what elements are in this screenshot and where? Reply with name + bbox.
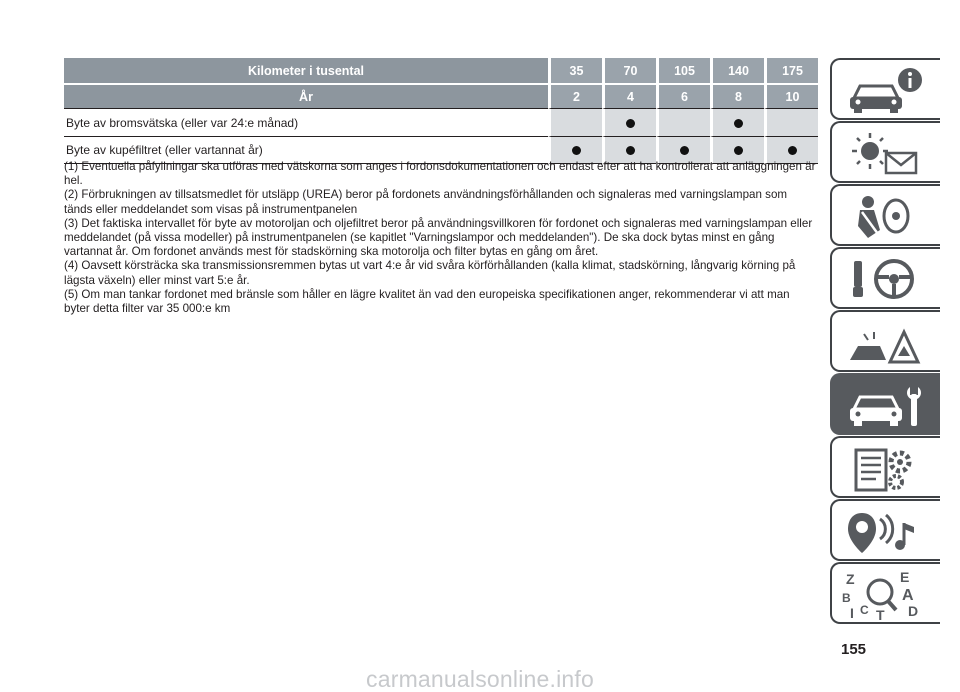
tab-emergency[interactable] xyxy=(830,310,940,372)
index-letter: B xyxy=(842,591,851,605)
table-row xyxy=(64,108,818,136)
multimedia-icon xyxy=(840,505,940,559)
header-years-value: 6 xyxy=(656,83,710,108)
row-cell xyxy=(656,108,710,136)
index-letter: T xyxy=(876,607,885,622)
footnote-1: (1) Eventuella påfyllningar ska utföras med vätskorna som anges i fordonsdokumentationen och endast efter att ha kontrollerat att anläggningen är hel. xyxy=(64,160,816,188)
header-km-value: 140 xyxy=(710,58,764,83)
index-letter: C xyxy=(860,603,869,617)
header-km-value: 175 xyxy=(764,58,818,83)
row-cell xyxy=(710,108,764,136)
page-number: 155 xyxy=(841,641,867,658)
service-dot xyxy=(788,146,797,155)
header-years-value: 2 xyxy=(548,83,602,108)
maintenance-schedule-table xyxy=(64,58,818,164)
steering-key-icon xyxy=(840,253,940,307)
index-letter: D xyxy=(908,603,919,619)
header-km-label: Kilometer i tusental xyxy=(64,58,548,83)
footnote-5: (5) Om man tankar fordonet med bränsle som håller en lägre kvalitet än vad den europeiska specifikationen anger, rekommenderar vi att man byter detta filter var 35 000:e km xyxy=(64,287,790,316)
safety-airbag-icon xyxy=(840,190,940,244)
footnote-2: (2) Förbrukningen av tillsatsmedlet för utsläpp (UREA) beror på fordonets användningsförhållanden och signaleras med varningslampan som tänds eller meddelandet som visas på instrumentpanelen xyxy=(64,188,788,216)
footnote-3: (3) Det faktiska intervallet för byte av motoroljan och oljefiltret beror på användningsvillkoren för fordonet och signaleras med varningslampan eller meddelandet (på vissa modeller) på instrumentpanelen (se kapitlet "Varningslampor och meddelanden"). De ska dock bytas minst en gång vartannat år. Om fordonet används mest för stadskörning ska motorolja och filter bytas en gång om året. xyxy=(64,216,813,259)
footnotes xyxy=(64,160,818,316)
index-letter: E xyxy=(900,569,910,585)
header-km-value: 70 xyxy=(602,58,656,83)
service-dot xyxy=(680,146,689,155)
tab-safety[interactable] xyxy=(830,184,940,246)
car-info-icon xyxy=(840,64,940,118)
index-letter: Z xyxy=(846,571,855,587)
emergency-icon xyxy=(840,316,940,370)
tab-technical-data[interactable] xyxy=(830,436,940,498)
header-years-value: 10 xyxy=(764,83,818,108)
service-dot xyxy=(626,146,635,155)
header-years-value: 8 xyxy=(710,83,764,108)
index-letter: I xyxy=(850,605,854,621)
service-dot xyxy=(734,146,743,155)
tab-starting-driving[interactable] xyxy=(830,247,940,309)
tab-index[interactable] xyxy=(830,562,940,624)
warning-lights-messages-icon xyxy=(840,127,940,181)
header-km-value: 35 xyxy=(548,58,602,83)
service-dot xyxy=(734,119,743,128)
tab-car-info[interactable] xyxy=(830,58,940,120)
row-label: Byte av bromsvätska (eller var 24:e månad) xyxy=(64,108,548,136)
tab-multimedia[interactable] xyxy=(830,499,940,561)
index-icon xyxy=(840,568,940,622)
car-maintenance-icon xyxy=(840,379,940,433)
tab-warning-lights[interactable] xyxy=(830,121,940,183)
row-cell xyxy=(602,108,656,136)
service-dot xyxy=(626,119,635,128)
header-years-label: År xyxy=(64,83,548,108)
footnote-4: (4) Oavsett körsträcka ska transmissionsremmen bytas ut vart 4:e år vid svåra körförhållanden (kalla klimat, stadskörning, långvarig körning på lägsta växeln) eller minst vart 5:e år. xyxy=(64,259,796,287)
tab-maintenance[interactable] xyxy=(830,373,940,435)
index-letter: A xyxy=(902,587,914,604)
row-cell xyxy=(764,108,818,136)
watermark: carmanualsonline.info xyxy=(366,666,594,692)
header-years-value: 4 xyxy=(602,83,656,108)
technical-data-icon xyxy=(840,442,940,496)
table-header-km xyxy=(64,58,818,83)
row-cell xyxy=(548,108,602,136)
header-km-value: 105 xyxy=(656,58,710,83)
table-header-years xyxy=(64,83,818,108)
row-label: Byte av kupéfiltret (eller vartannat år) xyxy=(64,136,548,164)
service-dot xyxy=(572,146,581,155)
